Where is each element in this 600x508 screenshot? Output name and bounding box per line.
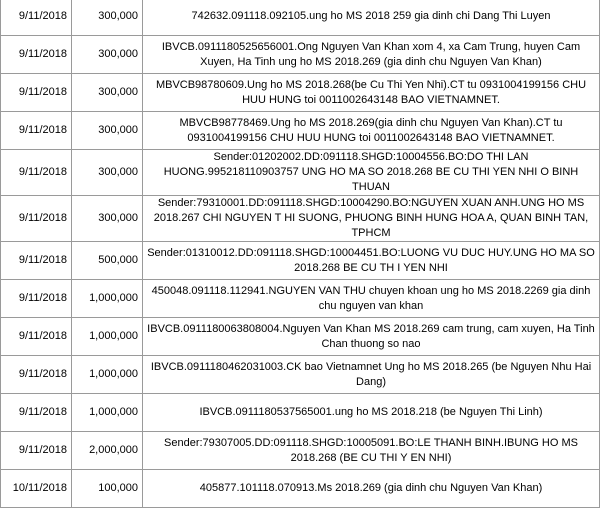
table-row xyxy=(1,242,600,280)
description-cell: 405877.101118.070913.Ms 2018.269 (gia dinh chu Nguyen Van Khan) xyxy=(143,470,600,508)
date-cell: 9/11/2018 xyxy=(1,356,72,394)
date-cell: 9/11/2018 xyxy=(1,112,72,150)
description-cell: Sender:01310012.DD:091118.SHGD:10004451.BO:LUONG VU DUC HUY.UNG HO MA SO 2018.268 BE CU TH I YEN NHI xyxy=(143,242,600,280)
date-cell: 9/11/2018 xyxy=(1,432,72,470)
description-cell: MBVCB98778469.Ung ho MS 2018.269(gia dinh chu Nguyen Van Khan).CT tu 0931004199156 CHU HUU HUNG toi 0011002643148 BAO VIETNAMNET. xyxy=(143,112,600,150)
amount-cell: 300,000 xyxy=(72,74,143,112)
description-cell: IBVCB.0911180537565001.ung ho MS 2018.218 (be Nguyen Thi Linh) xyxy=(143,394,600,432)
date-cell: 9/11/2018 xyxy=(1,280,72,318)
amount-cell: 300,000 xyxy=(72,0,143,36)
date-cell: 9/11/2018 xyxy=(1,394,72,432)
table-row xyxy=(1,432,600,470)
date-cell: 9/11/2018 xyxy=(1,318,72,356)
amount-cell: 300,000 xyxy=(72,112,143,150)
date-cell: 9/11/2018 xyxy=(1,196,72,242)
date-cell: 9/11/2018 xyxy=(1,36,72,74)
table-row xyxy=(1,394,600,432)
donations-table-body xyxy=(1,0,600,508)
description-cell: IBVCB.0911180063808004.Nguyen Van Khan MS 2018.269 cam trung, cam xuyen, Ha Tinh Chan thuong so nao xyxy=(143,318,600,356)
amount-cell: 1,000,000 xyxy=(72,394,143,432)
table-row xyxy=(1,36,600,74)
amount-cell: 300,000 xyxy=(72,150,143,196)
description-cell: Sender:79307005.DD:091118.SHGD:10005091.BO:LE THANH BINH.IBUNG HO MS 2018.268 (BE CU THI Y EN NHI) xyxy=(143,432,600,470)
date-cell: 9/11/2018 xyxy=(1,242,72,280)
table-row xyxy=(1,0,600,36)
amount-cell: 100,000 xyxy=(72,470,143,508)
table-row xyxy=(1,318,600,356)
amount-cell: 1,000,000 xyxy=(72,318,143,356)
description-cell: 742632.091118.092105.ung ho MS 2018 259 gia dinh chi Dang Thi Luyen xyxy=(143,0,600,36)
table-row xyxy=(1,280,600,318)
description-cell: IBVCB.0911180525656001.Ong Nguyen Van Khan xom 4, xa Cam Trung, huyen Cam Xuyen, Ha Tinh ung ho MS 2018.269 (gia dinh chu Nguyen Van Khan) xyxy=(143,36,600,74)
amount-cell: 300,000 xyxy=(72,36,143,74)
amount-cell: 1,000,000 xyxy=(72,280,143,318)
description-cell: 450048.091118.112941.NGUYEN VAN THU chuyen khoan ung ho MS 2018.2269 gia dinh chu nguyen van khan xyxy=(143,280,600,318)
description-cell: IBVCB.0911180462031003.CK bao Vietnamnet Ung ho MS 2018.265 (be Nguyen Nhu Hai Dang) xyxy=(143,356,600,394)
amount-cell: 500,000 xyxy=(72,242,143,280)
description-cell: Sender:79310001.DD:091118.SHGD:10004290.BO:NGUYEN XUAN ANH.UNG HO MS 2018.267 CHI NGUYEN T HI SUONG, PHUONG BINH HUNG HOA A, QUAN BINH TAN, TPHCM xyxy=(143,196,600,242)
table-row xyxy=(1,196,600,242)
amount-cell: 300,000 xyxy=(72,196,143,242)
table-row xyxy=(1,74,600,112)
table-row xyxy=(1,356,600,394)
table-row xyxy=(1,150,600,196)
amount-cell: 1,000,000 xyxy=(72,356,143,394)
description-cell: MBVCB98780609.Ung ho MS 2018.268(be Cu Thi Yen Nhi).CT tu 0931004199156 CHU HUU HUNG toi 0011002643148 BAO VIETNAMNET. xyxy=(143,74,600,112)
date-cell: 9/11/2018 xyxy=(1,150,72,196)
date-cell: 9/11/2018 xyxy=(1,0,72,36)
date-cell: 10/11/2018 xyxy=(1,470,72,508)
date-cell: 9/11/2018 xyxy=(1,74,72,112)
table-row xyxy=(1,112,600,150)
description-cell: Sender:01202002.DD:091118.SHGD:10004556.BO:DO THI LAN HUONG.995218110903757 UNG HO MA SO 2018.268 BE CU THI YEN NHI O BINH THUAN xyxy=(143,150,600,196)
amount-cell: 2,000,000 xyxy=(72,432,143,470)
